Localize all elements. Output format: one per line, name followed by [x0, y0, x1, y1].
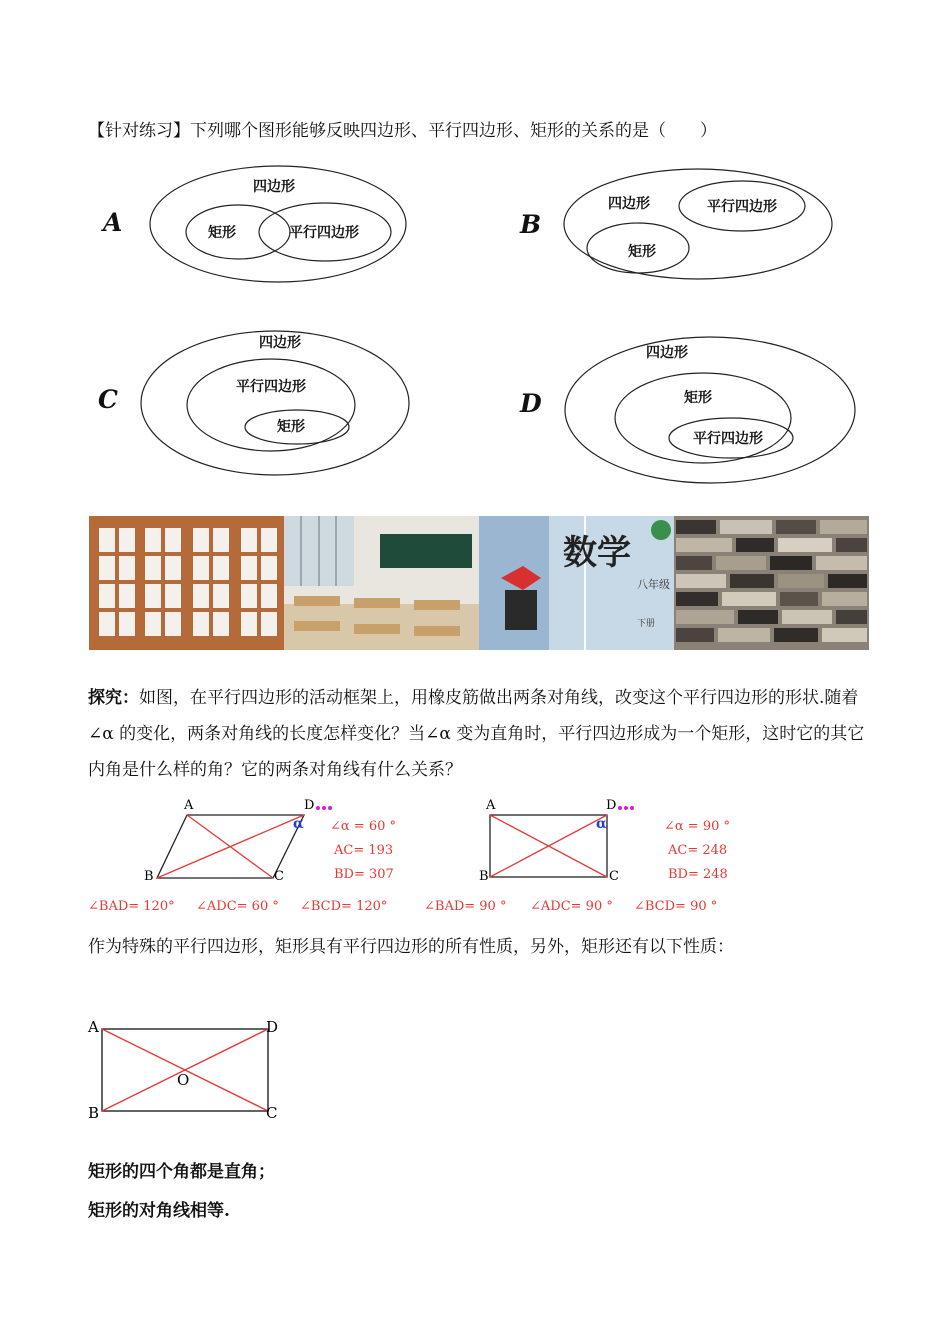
- option-c-middle-ellipse: [187, 359, 355, 451]
- question-bracket-open: 【: [88, 121, 105, 141]
- figure2-alpha: α: [596, 816, 607, 832]
- option-d-outer-ellipse: [565, 337, 855, 483]
- figure2-adc: ∠ADC= 90 °: [530, 899, 613, 914]
- option-b-outer-label: 四边形: [608, 196, 650, 212]
- brick-tiles-photo: [674, 516, 869, 650]
- figure1-handle-icon: [316, 806, 332, 810]
- option-c-outer-ellipse: [141, 331, 409, 475]
- textbook-volume: 下册: [637, 619, 656, 629]
- figure1-label-b: B: [144, 869, 154, 884]
- figure1-bad: ∠BAD= 120°: [88, 899, 175, 914]
- option-b-letter: B: [520, 210, 542, 239]
- figure2-label-b: B: [479, 869, 489, 884]
- figure1-label-a: A: [184, 798, 194, 813]
- figure3-label-b: B: [88, 1104, 100, 1122]
- figure3-label-d: D: [266, 1018, 279, 1036]
- figure3-label-c: C: [266, 1104, 278, 1122]
- figure1-label-d: D: [304, 798, 315, 813]
- option-a-outer-label: 四边形: [253, 179, 295, 195]
- rectangle-examples-photo-strip: [89, 516, 869, 650]
- option-b-bottom-label: 矩形: [628, 244, 656, 260]
- figure3-label-a: A: [88, 1018, 99, 1036]
- textbook-title: 数学: [563, 533, 631, 573]
- option-c-outer-label: 四边形: [259, 335, 301, 351]
- option-a-left-label: 矩形: [208, 225, 236, 241]
- textbook-grade: 八年级: [637, 578, 670, 591]
- classroom-photo: [284, 516, 479, 650]
- figure2-ac: AC= 248: [668, 843, 728, 858]
- explore-paragraph: [88, 680, 868, 788]
- figure1-parallelogram: [144, 798, 332, 884]
- option-d-outer-label: 四边形: [646, 345, 688, 361]
- property-equal-diagonals: 矩形的对角线相等.: [88, 1201, 230, 1221]
- option-c-inner-label: 矩形: [277, 419, 305, 435]
- figure1-alpha: α: [293, 816, 304, 832]
- question-text: 下列哪个图形能够反映四边形、平行四边形、矩形的关系的是（ ）: [190, 121, 717, 141]
- option-c-letter: C: [98, 385, 118, 414]
- option-a-letter: A: [103, 208, 123, 237]
- figure2-label-a: A: [486, 798, 496, 813]
- rectangle-figure: [80, 1010, 300, 1130]
- explore-label: 探究：: [88, 688, 139, 708]
- figure1-label-c: C: [274, 869, 284, 884]
- math-textbook-photo: [479, 516, 674, 650]
- figure1-angle: ∠α = 60 °: [330, 819, 397, 834]
- window-frame-photo: [89, 516, 284, 650]
- figure2-handle-icon: [618, 806, 634, 810]
- figure1-bcd: ∠BCD= 120°: [300, 899, 388, 914]
- figure2-label-d: D: [606, 798, 617, 813]
- option-b-right-label: 平行四边形: [707, 199, 777, 215]
- option-d-middle-label: 矩形: [684, 390, 712, 406]
- figure2-bcd: ∠BCD= 90 °: [634, 899, 718, 914]
- figure1-bd: BD= 307: [334, 867, 394, 882]
- option-d-middle-ellipse: [615, 373, 791, 463]
- venn-diagrams: [0, 0, 950, 500]
- rectangle-intro-text: 作为特殊的平行四边形，矩形具有平行四边形的所有性质，另外，矩形还有以下性质：: [88, 937, 734, 957]
- property-right-angles: 矩形的四个角都是直角；: [88, 1162, 275, 1182]
- option-c-middle-label: 平行四边形: [236, 379, 306, 395]
- question-tag: 针对练习: [105, 121, 173, 141]
- option-a-right-label: 平行四边形: [289, 225, 359, 241]
- figure2-angle: ∠α = 90 °: [664, 819, 731, 834]
- parallelogram-figures: [0, 790, 950, 920]
- option-d-inner-label: 平行四边形: [693, 431, 763, 447]
- figure2-label-c: C: [609, 869, 619, 884]
- figure1-ac: AC= 193: [334, 843, 394, 858]
- figure3-label-o: O: [177, 1071, 190, 1089]
- figure1-adc: ∠ADC= 60 °: [196, 899, 279, 914]
- option-d-letter: D: [520, 389, 542, 418]
- explore-text: 如图，在平行四边形的活动框架上，用橡皮筋做出两条对角线，改变这个平行四边形的形状.随着∠α 的变化，两条对角线的长度怎样变化？当∠α 变为直角时，平行四边形成为一个矩形，这时它的其它内角是什么样的角？它的两条对角线有什么关系？: [88, 688, 865, 780]
- figure2-rectangle: [479, 798, 634, 884]
- question-bracket-close: 】: [173, 121, 190, 141]
- figure2-bad: ∠BAD= 90 °: [424, 899, 507, 914]
- figure2-bd: BD= 248: [668, 867, 728, 882]
